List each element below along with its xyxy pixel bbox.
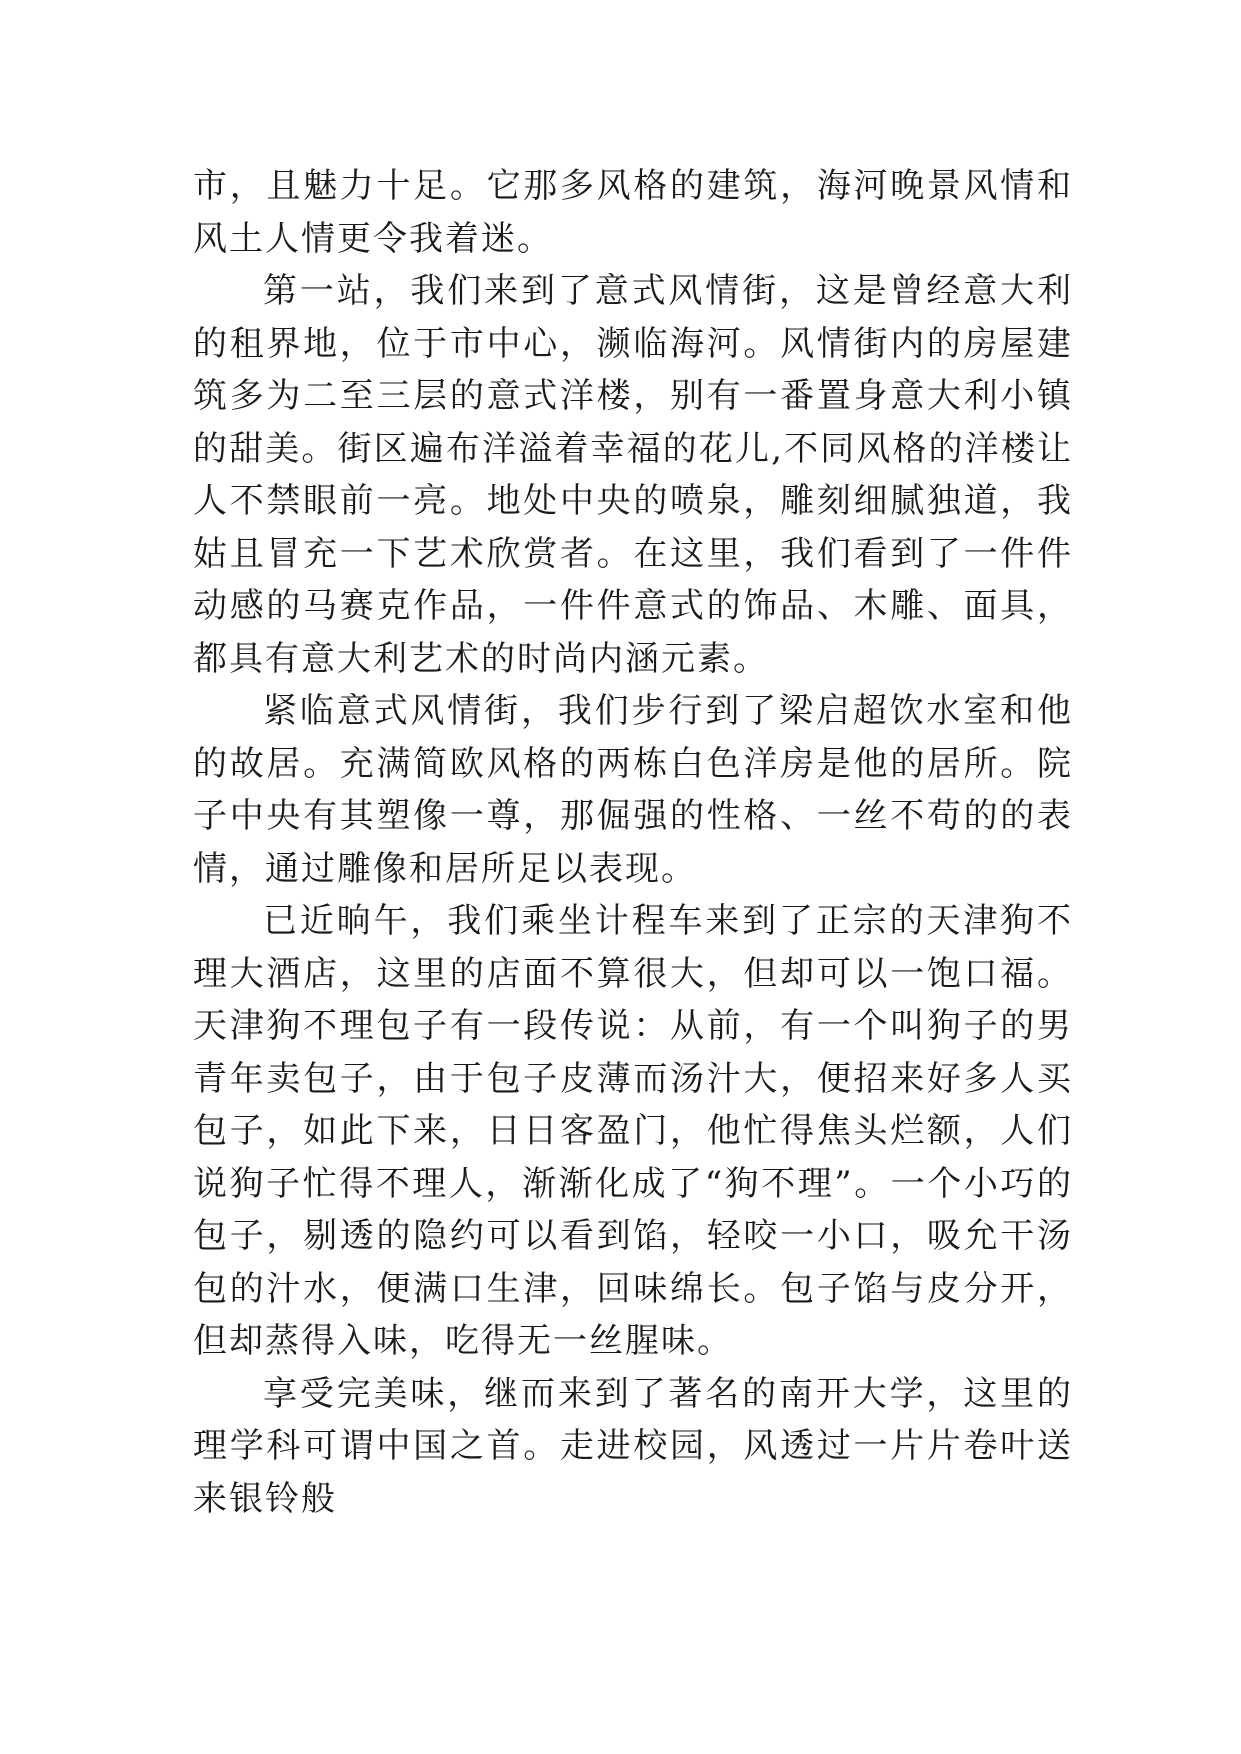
- paragraph-liang-qichao-residence: 紧临意式风情街，我们步行到了梁启超饮水室和他的故居。充满简欧风格的两栋白色洋房是他的居所。院子中央有其塑像一尊，那倔强的性格、一丝不苟的的表情，通过雕像和居所足以表现。: [193, 691, 1073, 889]
- paragraph-continuation: 市，且魅力十足。它那多风格的建筑，海河晚景风情和风土人情更令我着迷。: [193, 166, 1073, 259]
- body-text: [193, 160, 1073, 1525]
- paragraph-nankai-university: 享受完美味，继而来到了著名的南开大学，这里的理学科可谓中国之首。走进校园，风透过一片片卷叶送来银铃般: [193, 1373, 1073, 1519]
- paragraph-goubuli-restaurant: 已近晌午，我们乘坐计程车来到了正宗的天津狗不理大酒店，这里的店面不算很大，但却可以一饱口福。天津狗不理包子有一段传说：从前，有一个叫狗子的男青年卖包子，由于包子皮薄而汤汁大，便招来好多人买包子，如此下来，日日客盈门，他忙得焦头烂额，人们说狗子忙得不理人，渐渐化成了“狗不理”。一个小巧的包子，剔透的隐约可以看到馅，轻咬一小口，吸允干汤包的汁水，便满口生津，回味绵长。包子馅与皮分开，但却蒸得入味，吃得无一丝腥味。: [193, 901, 1073, 1361]
- paragraph-italian-street: 第一站，我们来到了意式风情街，这是曾经意大利的租界地，位于市中心，濒临海河。风情街内的房屋建筑多为二至三层的意式洋楼，别有一番置身意大利小镇的甜美。街区遍布洋溢着幸福的花儿,不同风格的洋楼让人不禁眼前一亮。地处中央的喷泉，雕刻细腻独道，我姑且冒充一下艺术欣赏者。在这里，我们看到了一件件动感的马赛克作品，一件件意式的饰品、木雕、面具，都具有意大利艺术的时尚内涵元素。: [193, 271, 1073, 679]
